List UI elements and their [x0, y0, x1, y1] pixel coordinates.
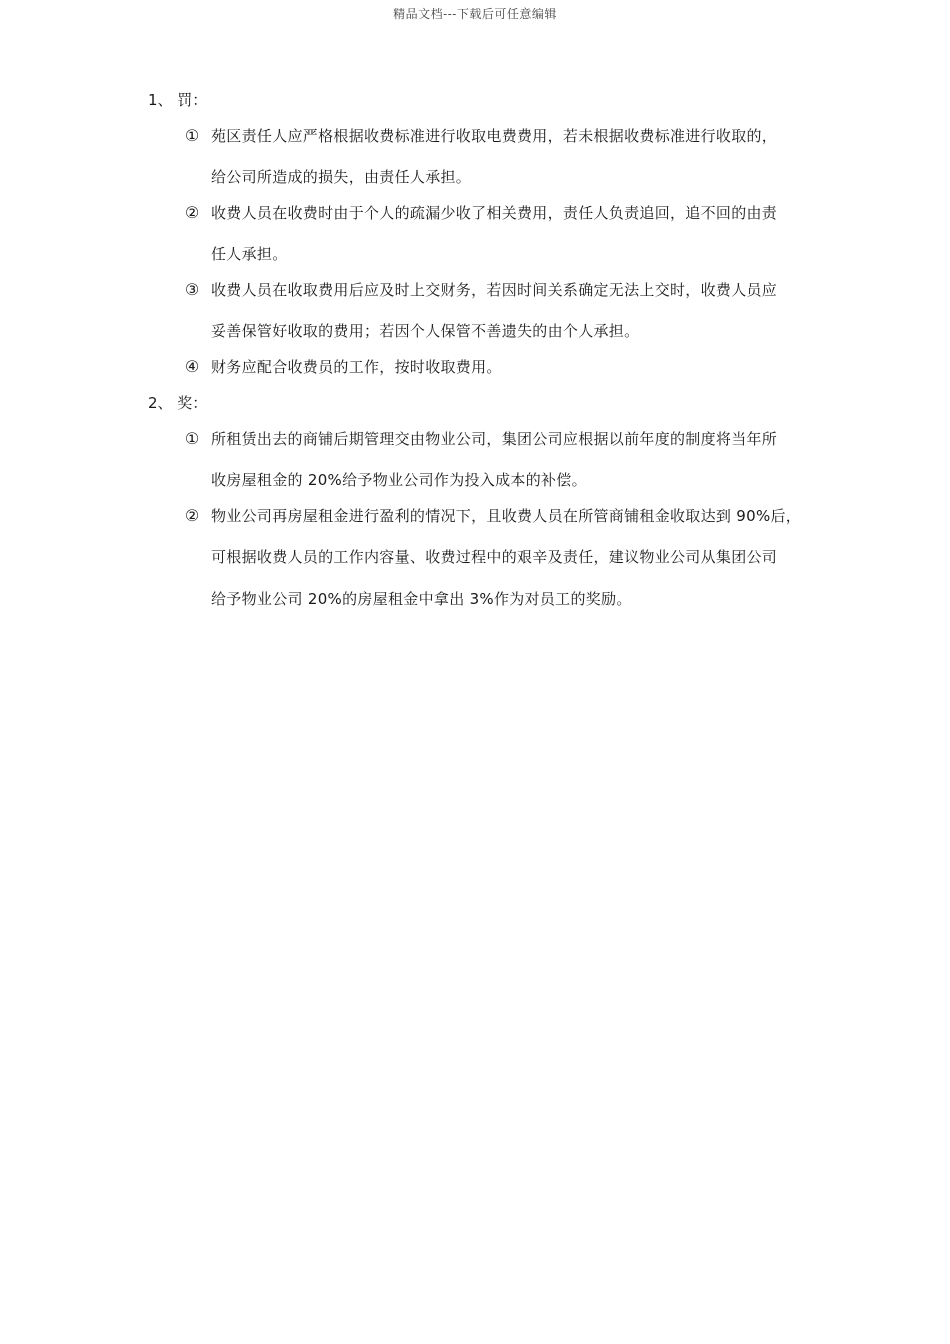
item-text-line: 妥善保管好收取的费用；若因个人保管不善遗失的由个人承担。 — [211, 322, 640, 340]
item-marker: ① — [184, 126, 200, 145]
item-text-line: 收费人员在收取费用后应及时上交财务，若因时间关系确定无法上交时，收费人员应 — [211, 281, 778, 299]
item-text-line: 可根据收费人员的工作内容量、收费过程中的艰辛及责任，建议物业公司从集团公司 — [211, 548, 778, 566]
item-text-line: 给公司所造成的损失，由责任人承担。 — [211, 168, 472, 186]
section-title-penalty: 1、 罚： — [148, 91, 208, 109]
item-marker: ③ — [184, 280, 200, 299]
item-text-line: 物业公司再房屋租金进行盈利的情况下，且收费人员在所管商铺租金收取达到 90%后， — [211, 507, 802, 525]
item-text-line: 给予物业公司 20%的房屋租金中拿出 3%作为对员工的奖励。 — [211, 590, 632, 608]
item-marker: ② — [184, 203, 200, 222]
item-marker: ④ — [184, 357, 200, 376]
item-marker: ② — [184, 506, 200, 525]
page-header: 精品文档---下载后可任意编辑 — [393, 7, 557, 21]
item-text-line: 收费人员在收费时由于个人的疏漏少收了相关费用，责任人负责追回，追不回的由责 — [211, 204, 778, 222]
section-title-reward: 2、 奖： — [148, 394, 208, 412]
item-text-line: 财务应配合收费员的工作，按时收取费用。 — [211, 358, 502, 376]
item-text-line: 所租赁出去的商铺后期管理交由物业公司，集团公司应根据以前年度的制度将当年所 — [211, 430, 778, 448]
item-marker: ① — [184, 429, 200, 448]
item-text-line: 任人承担。 — [211, 245, 288, 263]
item-text-line: 苑区责任人应严格根据收费标准进行收取电费费用，若未根据收费标准进行收取的， — [211, 127, 778, 145]
item-text-line: 收房屋租金的 20%给予物业公司作为投入成本的补偿。 — [211, 471, 587, 489]
